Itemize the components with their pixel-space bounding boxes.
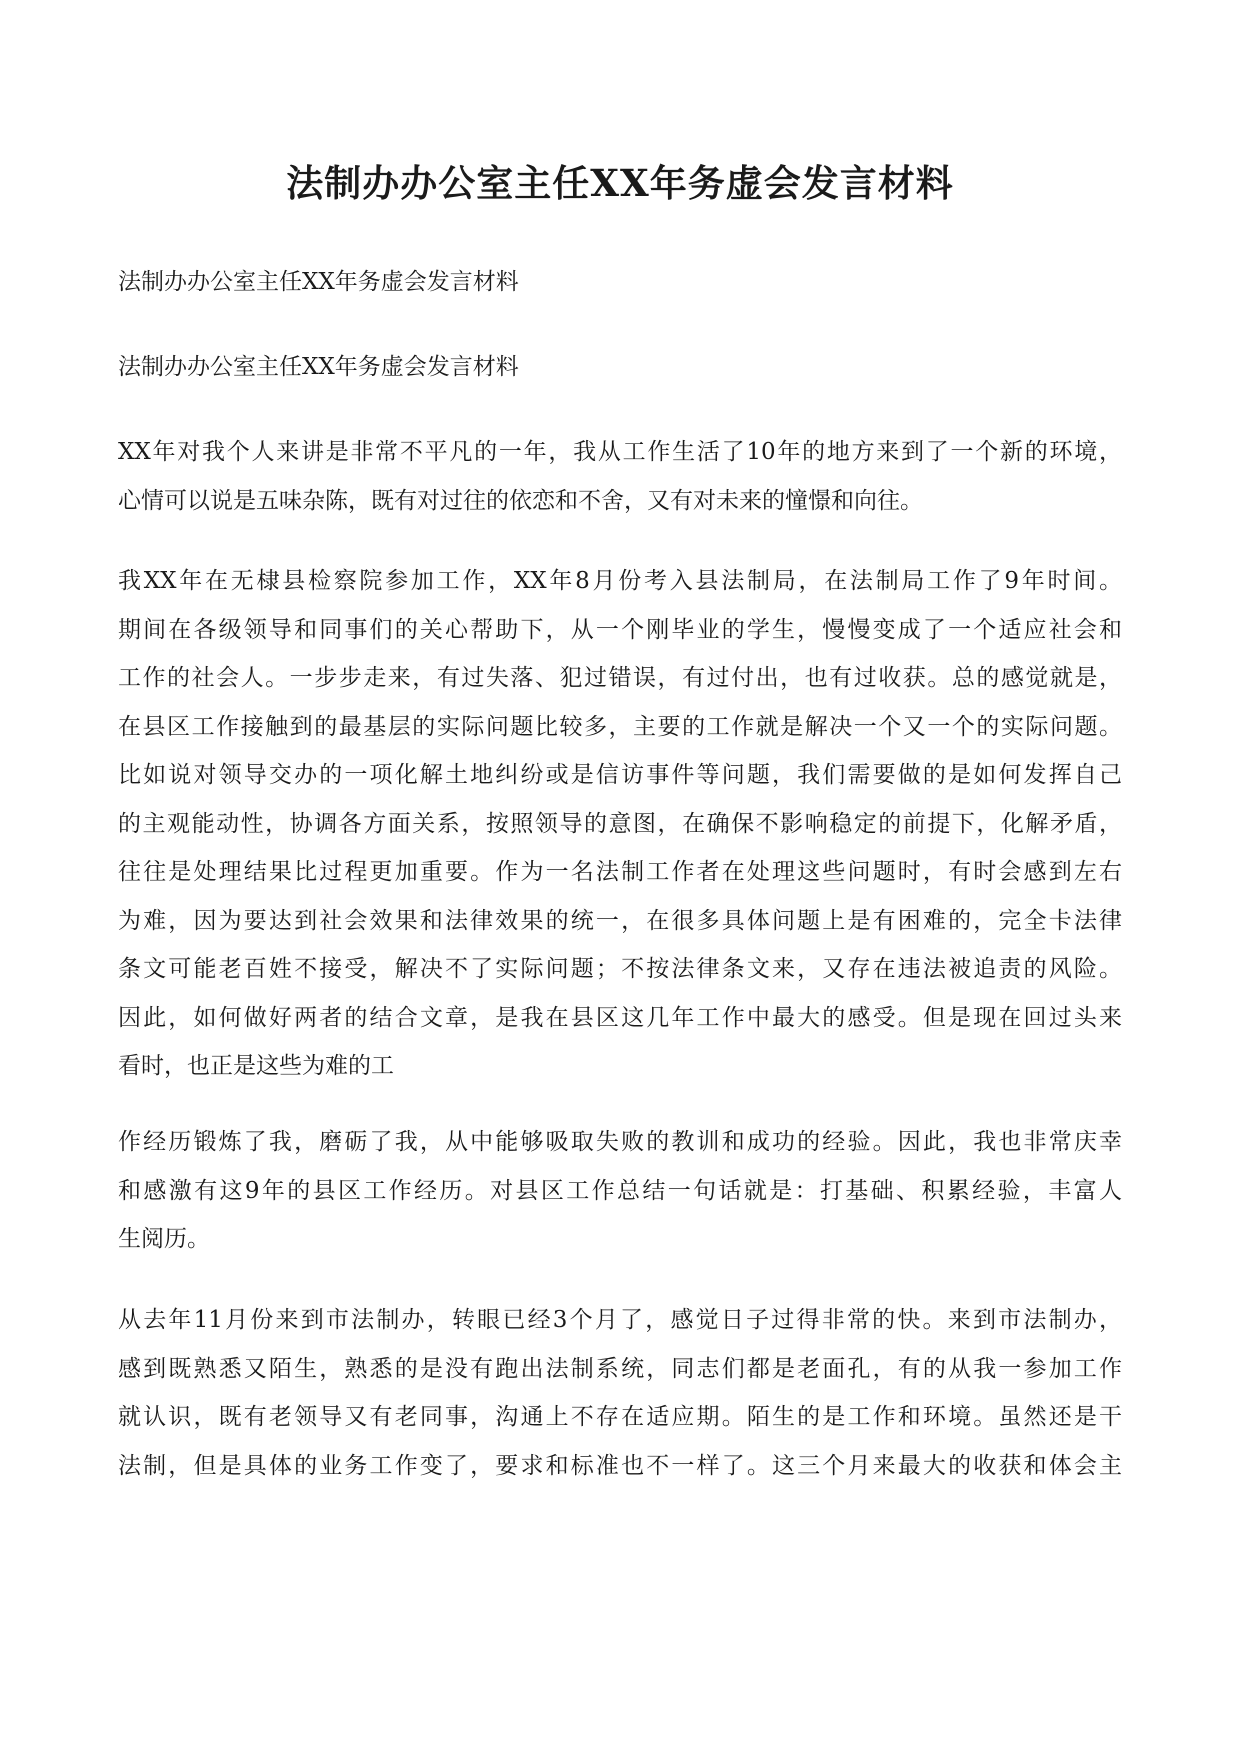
subtitle-line-2 — [118, 343, 1122, 392]
paragraph-line: 为难，因为要达到社会效果和法律效果的统一，在很多具体问题上是有困难的，完全卡法律 — [118, 907, 1122, 934]
paragraph-line: 我XX年在无棣县检察院参加工作，XX年8月份考入县法制局，在法制局工作了9年时间。 — [118, 568, 1122, 594]
paragraph-line: 作经历锻炼了我，磨砺了我，从中能够吸取失败的教训和成功的经验。因此，我也非常庆幸 — [118, 1129, 1122, 1155]
paragraph-line: 就认识，既有老领导又有老同事，沟通上不存在适应期。陌生的是工作和环境。虽然还是干 — [118, 1404, 1122, 1430]
paragraph-line: 往往是处理结果比过程更加重要。作为一名法制工作者在处理这些问题时，有时会感到左右 — [118, 859, 1122, 885]
paragraph-line: 工作的社会人。一步步走来，有过失落、犯过错误，有过付出，也有过收获。总的感觉就是， — [118, 665, 1122, 691]
paragraph-line: 在县区工作接触到的最基层的实际问题比较多，主要的工作就是解决一个又一个的实际问题。 — [118, 713, 1122, 740]
paragraph-line: 心情可以说是五味杂陈，既有对过往的依恋和不舍，又有对未来的憧憬和向往。 — [118, 487, 923, 514]
paragraph-line: 因此，如何做好两者的结合文章，是我在县区这几年工作中最大的感受。但是现在回过头来 — [118, 1004, 1122, 1031]
subtitle-line-1 — [118, 258, 1122, 307]
subtitle-text: 法制办办公室主任XX年务虚会发言材料 — [118, 269, 519, 295]
paragraph-3 — [118, 1118, 1122, 1264]
paragraph-2 — [118, 557, 1122, 1091]
paragraph-line: XX年对我个人来讲是非常不平凡的一年，我从工作生活了10年的地方来到了一个新的环境， — [118, 439, 1122, 465]
paragraph-line: 比如说对领导交办的一项化解土地纠纷或是信访事件等问题，我们需要做的是如何发挥自己 — [118, 762, 1122, 788]
paragraph-line: 期间在各级领导和同事们的关心帮助下，从一个刚毕业的学生，慢慢变成了一个适应社会和 — [118, 616, 1122, 643]
paragraph-line: 和感激有这9年的县区工作经历。对县区工作总结一句话就是：打基础、积累经验，丰富人 — [118, 1177, 1122, 1204]
paragraph-4 — [118, 1296, 1122, 1490]
document-title: 法制办办公室主任XX年务虚会发言材料 — [286, 161, 954, 205]
paragraph-line: 感到既熟悉又陌生，熟悉的是没有跑出法制系统，同志们都是老面孔，有的从我一参加工作 — [118, 1355, 1122, 1382]
subtitle-text: 法制办办公室主任XX年务虚会发言材料 — [118, 354, 519, 380]
paragraph-line: 从去年11月份来到市法制办，转眼已经3个月了，感觉日子过得非常的快。来到市法制办， — [118, 1307, 1122, 1333]
paragraph-line: 生阅历。 — [118, 1226, 210, 1252]
paragraph-line: 条文可能老百姓不接受，解决不了实际问题；不按法律条文来，又存在违法被追责的风险。 — [118, 956, 1122, 982]
paragraph-line: 法制，但是具体的业务工作变了，要求和标准也不一样了。这三个月来最大的收获和体会主 — [118, 1452, 1122, 1479]
paragraph-1 — [118, 428, 1122, 525]
paragraph-line: 的主观能动性，协调各方面关系，按照领导的意图，在确保不影响稳定的前提下，化解矛盾， — [118, 810, 1122, 837]
paragraph-line: 看时，也正是这些为难的工 — [118, 1053, 394, 1079]
